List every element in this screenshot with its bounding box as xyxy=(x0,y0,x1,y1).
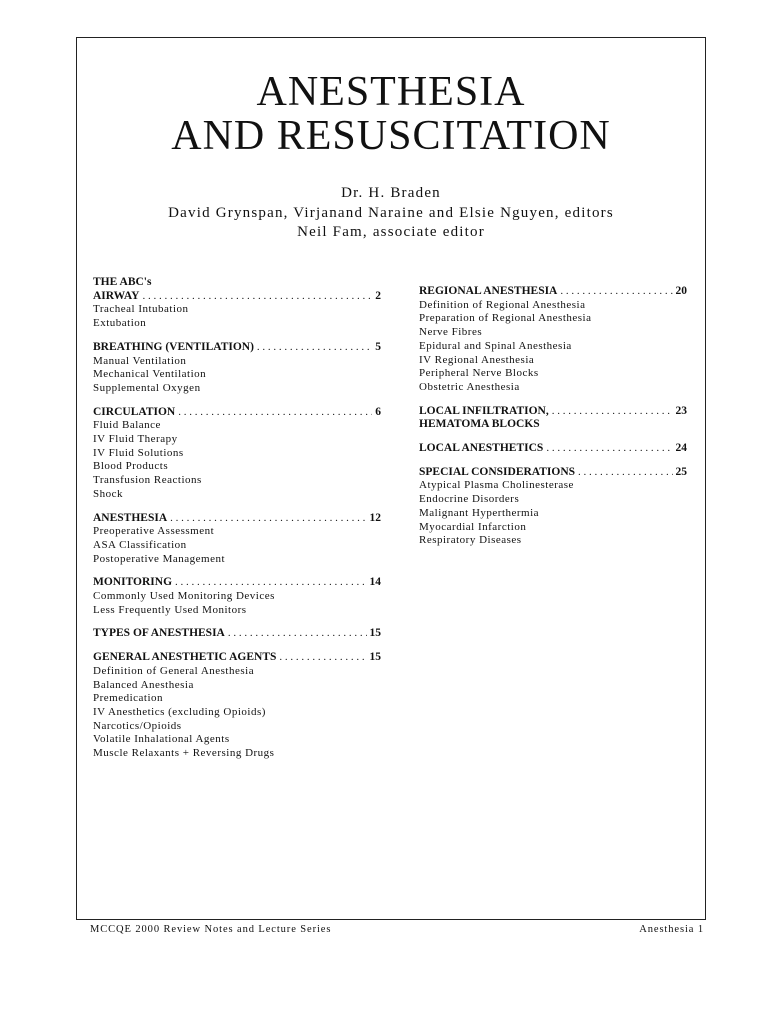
toc-subitem[interactable]: Blood Products xyxy=(93,460,169,473)
toc-section xyxy=(419,466,687,548)
toc-heading: BREATHING (VENTILATION) xyxy=(93,340,254,353)
toc-heading: ANESTHESIA xyxy=(93,511,168,524)
toc-entry[interactable] xyxy=(419,442,687,456)
toc-subitem[interactable]: ASA Classification xyxy=(93,538,187,551)
toc-section xyxy=(93,406,381,502)
toc-heading: AIRWAY xyxy=(93,289,140,302)
toc-subitem[interactable]: Endocrine Disorders xyxy=(419,493,520,506)
dot-leader xyxy=(560,285,672,299)
toc-page-number: 24 xyxy=(675,442,687,455)
footer-series: MCCQE 2000 Review Notes and Lecture Series xyxy=(90,924,332,935)
toc-heading-continued: HEMATOMA BLOCKS xyxy=(419,418,540,431)
toc-heading: TYPES OF ANESTHESIA xyxy=(93,627,225,640)
toc-page-number: 15 xyxy=(369,627,381,640)
toc-page-number: 23 xyxy=(675,404,687,417)
toc-page-number: 14 xyxy=(369,576,381,589)
toc-subitem[interactable]: Mechanical Ventilation xyxy=(93,368,207,381)
toc-subitem[interactable]: Definition of Regional Anesthesia xyxy=(419,298,586,311)
author: Dr. H. Braden xyxy=(341,185,441,201)
toc-page-number: 25 xyxy=(675,465,687,478)
toc-heading: LOCAL INFILTRATION, xyxy=(419,404,549,417)
toc-section xyxy=(93,290,381,331)
toc-heading: GENERAL ANESTHETIC AGENTS xyxy=(93,651,277,664)
dot-leader xyxy=(228,627,367,641)
toc-subitem[interactable]: Obstetric Anesthesia xyxy=(419,380,520,393)
toc-entry[interactable] xyxy=(419,285,687,299)
toc-page-number: 2 xyxy=(375,289,381,302)
toc-subitem[interactable]: IV Regional Anesthesia xyxy=(419,353,535,366)
toc-page-number: 5 xyxy=(375,340,381,353)
toc-subitem[interactable]: Fluid Balance xyxy=(93,419,161,432)
title-line-2: AND RESUSCITATION xyxy=(171,113,611,159)
toc-subitem[interactable]: Epidural and Spinal Anesthesia xyxy=(419,339,572,352)
toc-subitem[interactable]: Preparation of Regional Anesthesia xyxy=(419,312,592,325)
toc-page-number: 15 xyxy=(369,651,381,664)
toc-subitem[interactable]: Nerve Fibres xyxy=(419,326,483,339)
toc-section xyxy=(419,405,687,432)
toc-entry[interactable] xyxy=(419,466,687,480)
toc-entry[interactable] xyxy=(93,651,381,665)
toc-subitem[interactable]: Atypical Plasma Cholinesterase xyxy=(419,479,574,492)
toc-subitem[interactable]: Supplemental Oxygen xyxy=(93,381,201,394)
dot-leader xyxy=(175,576,366,590)
toc-entry[interactable] xyxy=(93,627,381,641)
toc-heading: LOCAL ANESTHETICS xyxy=(419,442,544,455)
toc-entry[interactable] xyxy=(419,405,687,419)
dot-leader xyxy=(142,290,372,304)
toc-section xyxy=(419,442,687,456)
title-line-1: ANESTHESIA xyxy=(256,69,526,115)
toc-subitem[interactable]: Extubation xyxy=(93,317,147,330)
toc-section xyxy=(419,285,687,395)
toc-section xyxy=(93,627,381,641)
toc-subitem[interactable]: Tracheal Intubation xyxy=(93,303,189,316)
toc-subitem[interactable]: Respiratory Diseases xyxy=(419,534,522,547)
toc-heading: SPECIAL CONSIDERATIONS xyxy=(419,465,576,478)
toc-subitem[interactable]: Definition of General Anesthesia xyxy=(93,664,255,677)
toc-page-number: 12 xyxy=(369,511,381,524)
editors: David Grynspan, Virjanand Naraine and Elsie Nguyen, editors xyxy=(168,205,614,221)
toc-entry[interactable] xyxy=(93,290,381,304)
toc-subitem[interactable]: Transfusion Reactions xyxy=(93,474,202,487)
toc-subitem[interactable]: IV Fluid Therapy xyxy=(93,433,178,446)
toc-subitem[interactable]: Postoperative Management xyxy=(93,552,226,565)
dot-leader xyxy=(257,341,372,355)
toc-subitem[interactable]: Commonly Used Monitoring Devices xyxy=(93,590,275,603)
toc-left-column xyxy=(93,276,381,771)
toc-subitem[interactable]: IV Fluid Solutions xyxy=(93,446,184,459)
toc-subitem[interactable]: IV Anesthetics (excluding Opioids) xyxy=(93,705,266,718)
toc-subitem[interactable]: Peripheral Nerve Blocks xyxy=(419,367,539,380)
toc-subitem[interactable]: Volatile Inhalational Agents xyxy=(93,733,230,746)
toc-entry[interactable] xyxy=(93,341,381,355)
dot-leader xyxy=(552,405,673,419)
abcs-heading: THE ABC's xyxy=(93,276,152,288)
toc-heading: REGIONAL ANESTHESIA xyxy=(419,285,558,297)
dot-leader xyxy=(578,466,672,480)
toc-subitem[interactable]: Myocardial Infarction xyxy=(419,520,527,533)
associate-editor: Neil Fam, associate editor xyxy=(297,224,485,240)
toc-heading: CIRCULATION xyxy=(93,405,176,418)
toc-heading: MONITORING xyxy=(93,576,173,589)
dot-leader xyxy=(170,512,366,526)
toc-right-column xyxy=(419,285,687,558)
toc-subitem[interactable]: Muscle Relaxants + Reversing Drugs xyxy=(93,747,275,760)
dot-leader xyxy=(178,406,372,420)
toc-subitem[interactable]: Narcotics/Opioids xyxy=(93,719,182,732)
toc-page-number: 20 xyxy=(675,285,687,297)
toc-section xyxy=(93,576,381,617)
footer-page: Anesthesia 1 xyxy=(639,924,704,935)
toc-subitem[interactable]: Malignant Hyperthermia xyxy=(419,506,540,519)
toc-subitem[interactable]: Shock xyxy=(93,487,123,500)
toc-entry[interactable] xyxy=(93,406,381,420)
dot-leader xyxy=(279,651,366,665)
dot-leader xyxy=(546,442,672,456)
toc-subitem[interactable]: Manual Ventilation xyxy=(93,354,187,367)
toc-section xyxy=(93,341,381,396)
toc-subitem[interactable]: Less Frequently Used Monitors xyxy=(93,603,247,616)
toc-subitem[interactable]: Preoperative Assessment xyxy=(93,525,215,538)
toc-subitem[interactable]: Premedication xyxy=(93,692,164,705)
toc-page-number: 6 xyxy=(375,405,381,418)
toc-entry[interactable] xyxy=(93,576,381,590)
toc-subitem[interactable]: Balanced Anesthesia xyxy=(93,678,194,691)
toc-section xyxy=(93,512,381,567)
toc-section xyxy=(93,651,381,761)
toc-entry[interactable] xyxy=(93,512,381,526)
